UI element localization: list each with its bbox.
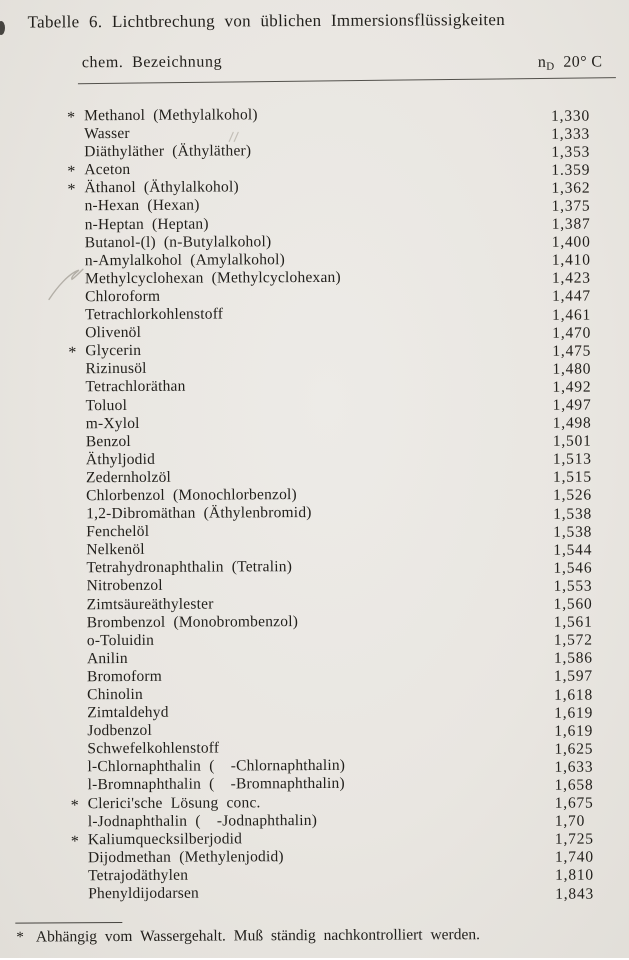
substance-name: Tetrachlorkohlenstoff	[85, 305, 224, 324]
substance-name: Aceton	[84, 161, 131, 179]
substance-name: Äthyljodid	[85, 450, 156, 468]
substance-name: Anilin	[86, 649, 128, 668]
refractive-index-value: 1,810	[555, 866, 594, 885]
substance-name: o-Toluidin	[86, 631, 155, 649]
substance-name: Methanol (Methylalkohol)	[84, 106, 258, 125]
substance-name: n-Amylalkohol (Amylalkohol)	[84, 250, 286, 269]
substance-name: n-Heptan (Heptan)	[84, 215, 209, 233]
substance-name: Toluol	[85, 396, 128, 414]
substance-name: Rizinusöl	[85, 360, 147, 378]
table-row	[2, 882, 629, 903]
footnote-marker-asterisk: *	[68, 344, 77, 362]
refractive-index-value: 1,586	[553, 649, 593, 668]
substance-name: Äthanol (Äthylalkohol)	[84, 178, 239, 197]
substance-name: Methylcyclohexan (Methylcyclohexan)	[84, 268, 341, 288]
refractive-index-value: 1,362	[551, 179, 591, 197]
substance-name: Zimtsäureäthylester	[86, 595, 214, 613]
substance-name: Phenyldijodarsen	[88, 884, 200, 903]
refractive-index-value: 1,480	[552, 360, 592, 378]
refractive-index-value: 1,725	[554, 830, 594, 848]
refractive-index-value: 1,461	[552, 306, 592, 324]
footnote-marker-asterisk: *	[67, 181, 76, 199]
substance-name: m-Xylol	[85, 414, 140, 432]
refractive-index-value: 1,572	[553, 631, 593, 649]
substance-name: l-Jodnaphthalin ( -Jodnaphthalin)	[87, 811, 318, 830]
header-rule	[78, 77, 616, 84]
substance-name: Glycerin	[85, 342, 142, 360]
refractive-index-value: 1,475	[552, 342, 592, 360]
refractive-index-value: 1,618	[554, 686, 594, 704]
refractive-index-value: 1,410	[551, 251, 591, 270]
substance-name: Tetrachloräthan	[85, 378, 186, 396]
footnote-text: Abhängig vom Wassergehalt. Muß ständig nachkontrolliert werden.	[35, 926, 480, 946]
substance-name: Tetrahydronaphthalin (Tetralin)	[86, 558, 293, 577]
substance-name: Jodbenzol	[87, 722, 153, 740]
refractive-index-value: 1,387	[551, 215, 591, 233]
refractive-index-value: 1,447	[552, 287, 591, 306]
refractive-index-value: 1.359	[551, 161, 591, 179]
refractive-index-value: 1,526	[553, 487, 593, 505]
refractive-index-value: 1,375	[551, 197, 591, 215]
refractive-index-value: 1,658	[554, 776, 594, 794]
refractive-index-value: 1,333	[551, 125, 591, 143]
substance-name: Brombenzol (Monobrombenzol)	[86, 612, 299, 631]
substance-name: Nelkenöl	[86, 541, 145, 559]
footnote-asterisk: *	[16, 929, 24, 946]
substance-name: Fenchelöl	[86, 523, 150, 541]
refractive-index-value: 1,560	[553, 595, 593, 613]
refractive-index-value: 1,498	[552, 414, 592, 432]
substance-name: 1,2-Dibromäthan (Äthylenbromid)	[86, 504, 312, 523]
refractive-index-value: 1,515	[552, 468, 592, 487]
column-header-refractive-index	[538, 53, 603, 71]
refractive-index-value: 1,492	[552, 378, 592, 396]
refractive-index-value: 1,400	[551, 233, 591, 251]
nd-subscript: D	[546, 60, 555, 73]
refractive-index-value: 1,353	[551, 143, 591, 161]
substance-name: Olivenöl	[85, 324, 142, 342]
substance-name: Butanol-(l) (n-Butylalkohol)	[84, 232, 272, 251]
refractive-index-value: 1,538	[553, 523, 593, 541]
substance-name: Diäthyläther (Äthyläther)	[84, 142, 252, 161]
substance-name: Kaliumquecksilberjodid	[87, 830, 243, 848]
substance-name: Schwefelkohlenstoff	[87, 739, 220, 758]
table-rows	[0, 104, 629, 903]
temperature-label: 20° C	[554, 53, 603, 71]
refractive-index-value: 1,544	[553, 541, 593, 559]
substance-name: Tetrajodäthylen	[88, 866, 189, 885]
substance-name: Clerici'sche Lösung conc.	[87, 793, 261, 812]
refractive-index-value: 1,619	[554, 704, 594, 722]
refractive-index-value: 1,675	[554, 794, 594, 812]
pencil-mark	[47, 261, 87, 308]
pencil-tick	[226, 130, 240, 149]
refractive-index-value: 1,625	[554, 740, 594, 758]
nd-symbol: n	[537, 53, 547, 71]
substance-name: Chloroform	[84, 287, 161, 306]
refractive-index-value: 1,497	[552, 396, 592, 414]
footnote-marker-asterisk: *	[67, 163, 76, 181]
refractive-index-value: 1,633	[554, 758, 594, 776]
substance-name: Chlorbenzol (Monochlorbenzol)	[86, 486, 297, 505]
refractive-index-value: 1,513	[552, 450, 592, 469]
substance-name: l-Bromnaphthalin ( -Bromnaphthalin)	[87, 775, 345, 794]
refractive-index-value: 1,501	[552, 432, 592, 450]
refractive-index-value: 1,546	[553, 559, 593, 577]
refractive-index-value: 1,597	[553, 667, 593, 686]
refractive-index-value: 1,70	[554, 812, 586, 830]
refractive-index-value: 1,423	[551, 269, 591, 288]
column-header-name: chem. Bezeichnung	[81, 53, 223, 72]
footnote	[16, 925, 616, 946]
refractive-index-value: 1,470	[552, 324, 592, 342]
footnote-rule	[15, 922, 122, 924]
substance-name: Zimtaldehyd	[87, 703, 169, 722]
refractive-index-value: 1,538	[553, 505, 593, 523]
substance-name: Benzol	[85, 432, 131, 450]
refractive-index-value: 1,740	[554, 848, 594, 867]
refractive-index-value: 1,619	[554, 722, 594, 740]
refractive-index-value: 1,553	[553, 577, 593, 595]
table-title: Tabelle 6. Lichtbrechung von üblichen Immersionsflüssigkeiten	[27, 9, 506, 32]
footnote-marker-asterisk: *	[70, 832, 79, 851]
substance-name: Chinolin	[87, 685, 144, 704]
substance-name: n-Hexan (Hexan)	[84, 197, 200, 215]
substance-name: l-Chlornaphthalin ( -Chlornaphthalin)	[87, 757, 346, 776]
refractive-index-value: 1,561	[553, 613, 593, 631]
footnote-marker-asterisk: *	[70, 796, 79, 814]
refractive-index-value: 1,330	[551, 107, 591, 125]
substance-name: Nitrobenzol	[86, 577, 163, 595]
refractive-index-value: 1,843	[555, 885, 595, 903]
footnote-marker-asterisk: *	[67, 109, 76, 127]
substance-name: Zedernholzöl	[85, 468, 172, 487]
substance-name: Wasser	[84, 125, 130, 143]
substance-name: Dijodmethan (Methylenjodid)	[87, 848, 284, 867]
substance-name: Bromoform	[86, 667, 163, 686]
